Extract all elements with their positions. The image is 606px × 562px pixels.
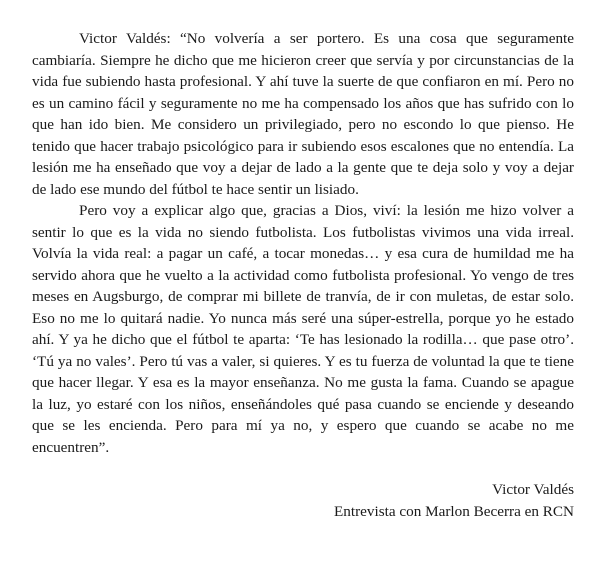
quote-paragraph-2: Pero voy a explicar algo que, gracias a Dios, viví: la lesión me hizo volver a sentir lo que es la vida no siendo futbolista. Los futbolistas vivimos una vida irreal. Volvía la vida real: a pagar un café, a tocar monedas… y esa cura de humildad me ha servido ahora que he vuelto a la actividad como futbolista profesional. Yo vengo de tres meses en Augsburgo, de comprar mi billete de tranvía, de ir con muletas, de estar solo. Eso no me lo quitará nadie. Yo nunca más seré una súper-estrella, porque yo he estado ahí. Y ya he dicho que el fútbol te aparta: ‘Te has lesionado la rodilla… que pase otro’. ‘Tú ya no vales’. Pero tú vas a valer, si quieres. Y es tu fuerza de voluntad la que te tiene que hacer llegar. Y esa es la mayor enseñanza. No me gusta la fama. Cuando se apague la luz, yo estaré con los niños, enseñándoles qué pasa cuando se enciende y deseando que se les encienda. Pero para mí ya no, y espero que cuando se acabe no me encuentren”. <box>32 202 574 456</box>
signature-author: Victor Valdés <box>492 481 574 498</box>
signature-block <box>32 479 574 522</box>
quote-paragraph-1: Victor Valdés: “No volvería a ser portero. Es una cosa que seguramente cambiaría. Siempre he dicho que me hicieron creer que servía y por circunstancias de la vida fue subiendo hasta profesional. Y ahí tuve la suerte de que confiaron en mí. Pero no es un camino fácil y seguramente no me ha compensado los años que has sufrido con lo que han ido bien. Me considero un privilegiado, pero no escondo lo que pienso. He tenido que hacer trabajo psicológico para ir subiendo esos escalones que no entendía. La lesión me ha enseñado que voy a dejar de lado a la gente que te deja solo y voy a dejar de lado ese mundo del fútbol te hace sentir un lisiado. <box>32 30 574 198</box>
signature-source: Entrevista con Marlon Becerra en RCN <box>334 502 574 520</box>
document-page <box>32 28 574 522</box>
